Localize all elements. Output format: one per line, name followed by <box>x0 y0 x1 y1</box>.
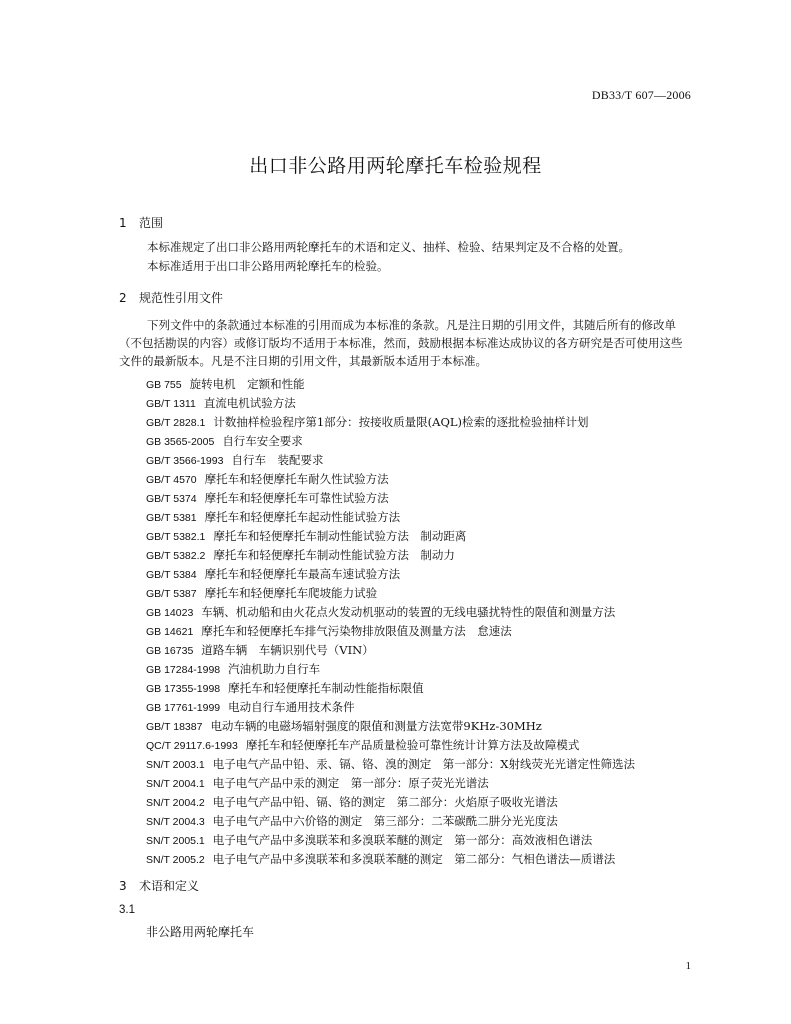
reference-title: 车辆、机动船和由火花点火发动机驱动的装置的无线电骚扰特性的限值和测量方法 <box>201 605 616 619</box>
reference-code: GB/T 5374 <box>146 493 197 505</box>
reference-code: GB/T 2828.1 <box>146 417 206 429</box>
reference-code: SN/T 2004.1 <box>146 778 205 790</box>
section-2-number: 2 <box>119 291 127 305</box>
document-code: DB33/T 607—2006 <box>591 88 691 102</box>
reference-code: GB 17355-1998 <box>146 683 221 695</box>
page-number: 1 <box>685 960 691 972</box>
reference-title: 电子电气产品中多溴联苯和多溴联苯醚的测定 第二部分：气相色谱法—质谱法 <box>212 852 616 866</box>
reference-code: GB/T 18387 <box>146 721 203 733</box>
reference-code: GB 16735 <box>146 645 194 657</box>
reference-code: QC/T 29117.6-1993 <box>146 740 238 752</box>
reference-code: GB/T 5381 <box>146 512 197 524</box>
subsection-number: 3.1 <box>119 904 135 916</box>
section-1-paragraph-2: 本标准适用于出口非公路用两轮摩托车的检验。 <box>147 259 389 273</box>
reference-code: GB/T 5382.2 <box>146 550 206 562</box>
reference-code: GB 755 <box>146 379 182 391</box>
reference-title: 自行车安全要求 <box>222 434 303 448</box>
reference-item <box>146 527 635 546</box>
reference-item <box>146 546 635 565</box>
reference-title: 直流电机试验方法 <box>203 396 296 410</box>
reference-code: SN/T 2003.1 <box>146 759 205 771</box>
reference-title: 摩托车和轻便摩托车耐久性试验方法 <box>204 472 389 486</box>
reference-item <box>146 660 635 679</box>
reference-title: 计数抽样检验程序第1部分：按接收质量限(AQL)检索的逐批检验抽样计划 <box>213 415 589 429</box>
reference-code: GB 3565-2005 <box>146 436 215 448</box>
reference-item <box>146 698 635 717</box>
reference-title: 道路车辆 车辆识别代号（VIN） <box>201 643 374 657</box>
section-2-heading <box>119 289 223 306</box>
term-name: 非公路用两轮摩托车 <box>146 925 255 939</box>
reference-title: 摩托车和轻便摩托车爬坡能力试验 <box>204 586 378 600</box>
reference-title: 电子电气产品中铅、镉、铬的测定 第二部分：火焰原子吸收光谱法 <box>212 795 558 809</box>
reference-item <box>146 508 635 527</box>
reference-title: 摩托车和轻便摩托车产品质量检验可靠性统计计算方法及故障模式 <box>245 738 580 752</box>
section-2-intro: 下列文件中的条款通过本标准的引用而成为本标准的条款。凡是注日期的引用文件，其随后所有的修改单（不包括勘误的内容）或修订版均不适用于本标准，然而，鼓励根据本标准达成协议的各方研究是否可使用这些文件的最新版本。凡是不注日期的引用文件，其最新版本适用于本标准。 <box>119 318 683 368</box>
reference-item <box>146 451 635 470</box>
reference-code: GB/T 3566-1993 <box>146 455 224 467</box>
reference-title: 旋转电机 定额和性能 <box>189 377 305 391</box>
document-title: 出口非公路用两轮摩托车检验规程 <box>249 155 542 177</box>
reference-code: GB/T 5384 <box>146 569 197 581</box>
section-1-number: 1 <box>119 216 127 230</box>
section-2-title: 规范性引用文件 <box>139 291 224 305</box>
reference-code: SN/T 2004.3 <box>146 816 205 828</box>
reference-title: 电子电气产品中铅、汞、镉、铬、溴的测定 第一部分：X射线荧光光谱定性筛选法 <box>212 757 635 771</box>
reference-title: 电子电气产品中多溴联苯和多溴联苯醚的测定 第一部分：高效液相色谱法 <box>212 833 593 847</box>
reference-title: 电动自行车通用技术条件 <box>228 700 355 714</box>
reference-title: 摩托车和轻便摩托车最高车速试验方法 <box>204 567 401 581</box>
reference-title: 汽油机助力自行车 <box>228 662 321 676</box>
reference-item <box>146 375 635 394</box>
reference-item <box>146 489 635 508</box>
reference-title: 摩托车和轻便摩托车可靠性试验方法 <box>204 491 389 505</box>
reference-item <box>146 774 635 793</box>
reference-item <box>146 622 635 641</box>
normative-references-list <box>146 375 635 869</box>
reference-code: GB 17761-1999 <box>146 702 221 714</box>
reference-title: 摩托车和轻便摩托车起动性能试验方法 <box>204 510 401 524</box>
section-3-heading <box>119 877 199 894</box>
reference-code: SN/T 2005.2 <box>146 854 205 866</box>
reference-code: SN/T 2004.2 <box>146 797 205 809</box>
reference-code: SN/T 2005.1 <box>146 835 205 847</box>
section-1-heading <box>119 214 163 231</box>
section-1-title: 范围 <box>139 216 164 230</box>
reference-item <box>146 679 635 698</box>
reference-item <box>146 755 635 774</box>
reference-title: 摩托车和轻便摩托车制动性能指标限值 <box>228 681 424 695</box>
reference-item <box>146 641 635 660</box>
reference-title: 摩托车和轻便摩托车排气污染物排放限值及测量方法 怠速法 <box>201 624 512 638</box>
reference-code: GB/T 1311 <box>146 398 196 410</box>
reference-item <box>146 603 635 622</box>
reference-code: GB/T 5387 <box>146 588 197 600</box>
reference-title: 摩托车和轻便摩托车制动性能试验方法 制动力 <box>213 548 455 562</box>
reference-item <box>146 394 635 413</box>
reference-item <box>146 565 635 584</box>
section-3-title: 术语和定义 <box>139 879 200 893</box>
reference-item <box>146 584 635 603</box>
reference-title: 摩托车和轻便摩托车制动性能试验方法 制动距离 <box>213 529 467 543</box>
reference-code: GB 14023 <box>146 607 194 619</box>
reference-title: 自行车 装配要求 <box>231 453 324 467</box>
reference-item <box>146 850 635 869</box>
reference-title: 电动车辆的电磁场辐射强度的限值和测量方法宽带9KHz-30MHz <box>210 719 542 733</box>
reference-item <box>146 470 635 489</box>
reference-item <box>146 736 635 755</box>
reference-title: 电子电气产品中汞的测定 第一部分：原子荧光光谱法 <box>212 776 489 790</box>
reference-item <box>146 812 635 831</box>
reference-code: GB 14621 <box>146 626 194 638</box>
reference-title: 电子电气产品中六价铬的测定 第三部分：二苯碳酰二肼分光光度法 <box>212 814 558 828</box>
section-1-paragraph-1: 本标准规定了出口非公路用两轮摩托车的术语和定义、抽样、检验、结果判定及不合格的处置。 <box>147 240 630 254</box>
reference-code: GB 17284-1998 <box>146 664 221 676</box>
reference-code: GB/T 5382.1 <box>146 531 206 543</box>
reference-item <box>146 413 635 432</box>
reference-item <box>146 831 635 850</box>
reference-code: GB/T 4570 <box>146 474 197 486</box>
reference-item <box>146 717 635 736</box>
section-3-number: 3 <box>119 879 127 893</box>
reference-item <box>146 793 635 812</box>
reference-item <box>146 432 635 451</box>
